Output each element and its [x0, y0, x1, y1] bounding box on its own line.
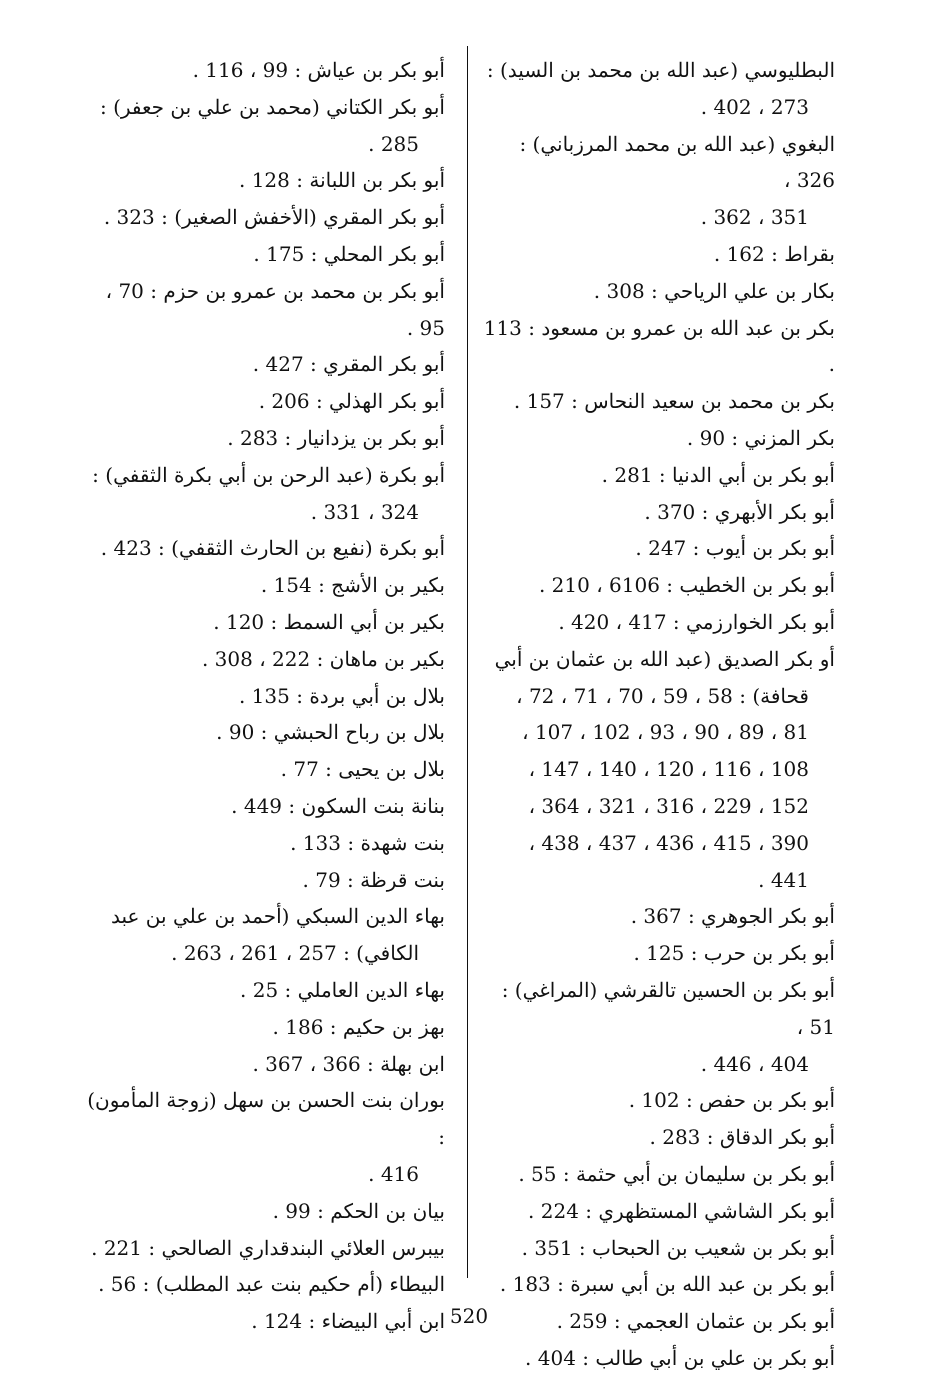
index-entry: أبو بكر الدقاق : 283 .: [649, 1125, 835, 1150]
index-entry-continuation: قحافة) : 58 ، 59 ، 70 ، 71 ، 72 ،: [516, 683, 809, 708]
index-entry: ابن بهلة : 366 ، 367 .: [252, 1051, 445, 1076]
index-entry: أبو بكر الهذلي : 206 .: [258, 389, 445, 414]
index-entry: البيطاء (أم حكيم بنت عبد المطلب) : 56 .: [98, 1272, 445, 1297]
index-entry: بوران بنت الحسن بن سهل (زوجة المأمون) :: [87, 1088, 445, 1150]
index-entry: بيبرس العلائي البندقداري الصالحي : 221 .: [91, 1235, 445, 1260]
index-entry: أبو بكر المقري : 427 .: [252, 352, 445, 377]
index-entry: بنت شهدة : 133 .: [290, 830, 445, 855]
index-entry: أبو بكر بن علي بن أبي طالب : 404 .: [525, 1345, 835, 1370]
index-entry: بكير بن أبي السمط : 120 .: [213, 609, 445, 634]
index-entry: أبو بكر بن الخطيب : 6106 ، 210 .: [538, 573, 835, 598]
index-entry: بقراط : 162 .: [713, 241, 835, 266]
index-entry: أبو بكر بن شعيب بن الحبحاب : 351 .: [521, 1235, 835, 1260]
index-entry-continuation: 416 .: [368, 1161, 419, 1186]
index-entry: أبو بكر بن حفص : 102 .: [628, 1088, 835, 1113]
index-entry: بيان بن الحكم : 99 .: [272, 1198, 445, 1223]
index-entry: أبو بكر المقري (الأخفش الصغير) : 323 .: [103, 205, 445, 230]
index-entry-continuation: 390 ، 415 ، 436 ، 437 ، 438 ،: [528, 830, 809, 855]
index-entry: بكر بن محمد بن سعيد النحاس : 157 .: [513, 389, 835, 414]
index-entry: بهاء الدين السبكي (أحمد بن علي بن عبد: [110, 904, 445, 929]
index-entry-continuation: 404 ، 446 .: [700, 1051, 809, 1076]
index-entry: بكير بن ماهان : 222 ، 308 .: [201, 646, 445, 671]
index-entry: أبو بكر الكتاني (محمد بن علي بن جعفر) :: [99, 94, 445, 119]
index-entry: أبو بكر بن محمد بن عمرو بن حزم : 70 ، 95 .: [105, 278, 445, 340]
index-entry: بلال بن أبي بردة : 135 .: [238, 683, 445, 708]
index-entry: أبو بكر بن عياش : 99 ، 116 .: [192, 58, 445, 82]
index-entry: البغوي (عبد الله بن محمد المرزباني) : 326 ،: [519, 131, 835, 193]
index-column-right: [475, 52, 835, 1377]
index-entry: بهز بن حكيم : 186 .: [272, 1014, 445, 1039]
column-divider: [467, 46, 468, 1278]
index-entry-continuation: 285 .: [368, 131, 419, 156]
index-entry: أبو بكر بن عبد الله بن أبي سبرة : 183 .: [499, 1272, 835, 1297]
index-entry-continuation: 108 ، 116 ، 120 ، 140 ، 147 ،: [528, 757, 809, 782]
index-entry: أبو بكر الأبهري : 370 .: [644, 499, 835, 524]
index-entry: بكر بن عبد الله بن عمرو بن مسعود : 113 .: [483, 315, 835, 377]
index-entry: بكار بن علي الرياحي : 308 .: [593, 278, 835, 303]
index-entry: أبو بكر بن حرب : 125 .: [633, 941, 835, 966]
index-entry: أبو بكر بن يزدانيار : 283 .: [227, 425, 445, 450]
index-entry: بنت قرظة : 79 .: [302, 867, 445, 892]
page-number: 520: [449, 1304, 489, 1328]
index-entry-continuation: 81 ، 89 ، 90 ، 93 ، 102 ، 107 ،: [522, 720, 809, 745]
index-entry: البطليوسي (عبد الله بن محمد بن السيد) :: [486, 58, 835, 82]
index-entry: أبو بكر الشاشي المستظهري : 224 .: [528, 1198, 835, 1223]
index-entry: أبو بكرة (نفيع بن الحارث الثقفي) : 423 .: [100, 536, 445, 561]
index-entry: بلال بن يحيى : 77 .: [280, 757, 445, 782]
index-entry: أبو بكر بن الحسين تالقرشي (المراغي) : 51 ،: [501, 977, 835, 1039]
index-entry: أو بكر الصديق (عبد الله بن عثمان بن أبي: [494, 646, 835, 671]
index-column-left: [85, 52, 445, 1340]
index-entry: أبو بكر بن أيوب : 247 .: [635, 536, 835, 561]
index-entry: بهاء الدين العاملي : 25 .: [240, 977, 445, 1002]
index-entry: أبو بكر بن عثمان العجمي : 259 .: [556, 1309, 835, 1334]
index-entry-continuation: 273 ، 402 .: [700, 94, 809, 119]
index-entry: أبو بكرة (عبد الرحن بن أبي بكرة الثقفي) :: [92, 462, 445, 487]
index-entry: أبو بكر بن أبي الدنيا : 281 .: [601, 462, 835, 487]
index-entry-continuation: 441 .: [758, 867, 809, 892]
index-entry: بلال بن رباح الحبشي : 90 .: [216, 720, 445, 745]
index-entry-continuation: الكافي) : 257 ، 261 ، 263 .: [171, 941, 419, 966]
index-entry: أبو بكر المحلي : 175 .: [253, 241, 445, 266]
index-entry: أبو بكر الخوارزمي : 417 ، 420 .: [558, 609, 835, 634]
index-entry: أبو بكر بن اللبانة : 128 .: [238, 168, 445, 193]
index-entry: أبو بكر الجوهري : 367 .: [630, 904, 835, 929]
index-entry: بكر المزني : 90 .: [686, 425, 835, 450]
index-entry: أبو بكر بن سليمان بن أبي حثمة : 55 .: [518, 1161, 835, 1186]
index-entry: ابن أبي البيضاء : 124 .: [251, 1309, 445, 1334]
index-entry-continuation: 324 ، 331 .: [310, 499, 419, 524]
index-entry: بكير بن الأشج : 154 .: [260, 573, 445, 598]
index-entry-continuation: 351 ، 362 .: [700, 205, 809, 230]
index-entry: بنانة بنت السكون : 449 .: [231, 793, 445, 818]
index-entry-continuation: 152 ، 229 ، 316 ، 321 ، 364 ،: [528, 793, 809, 818]
